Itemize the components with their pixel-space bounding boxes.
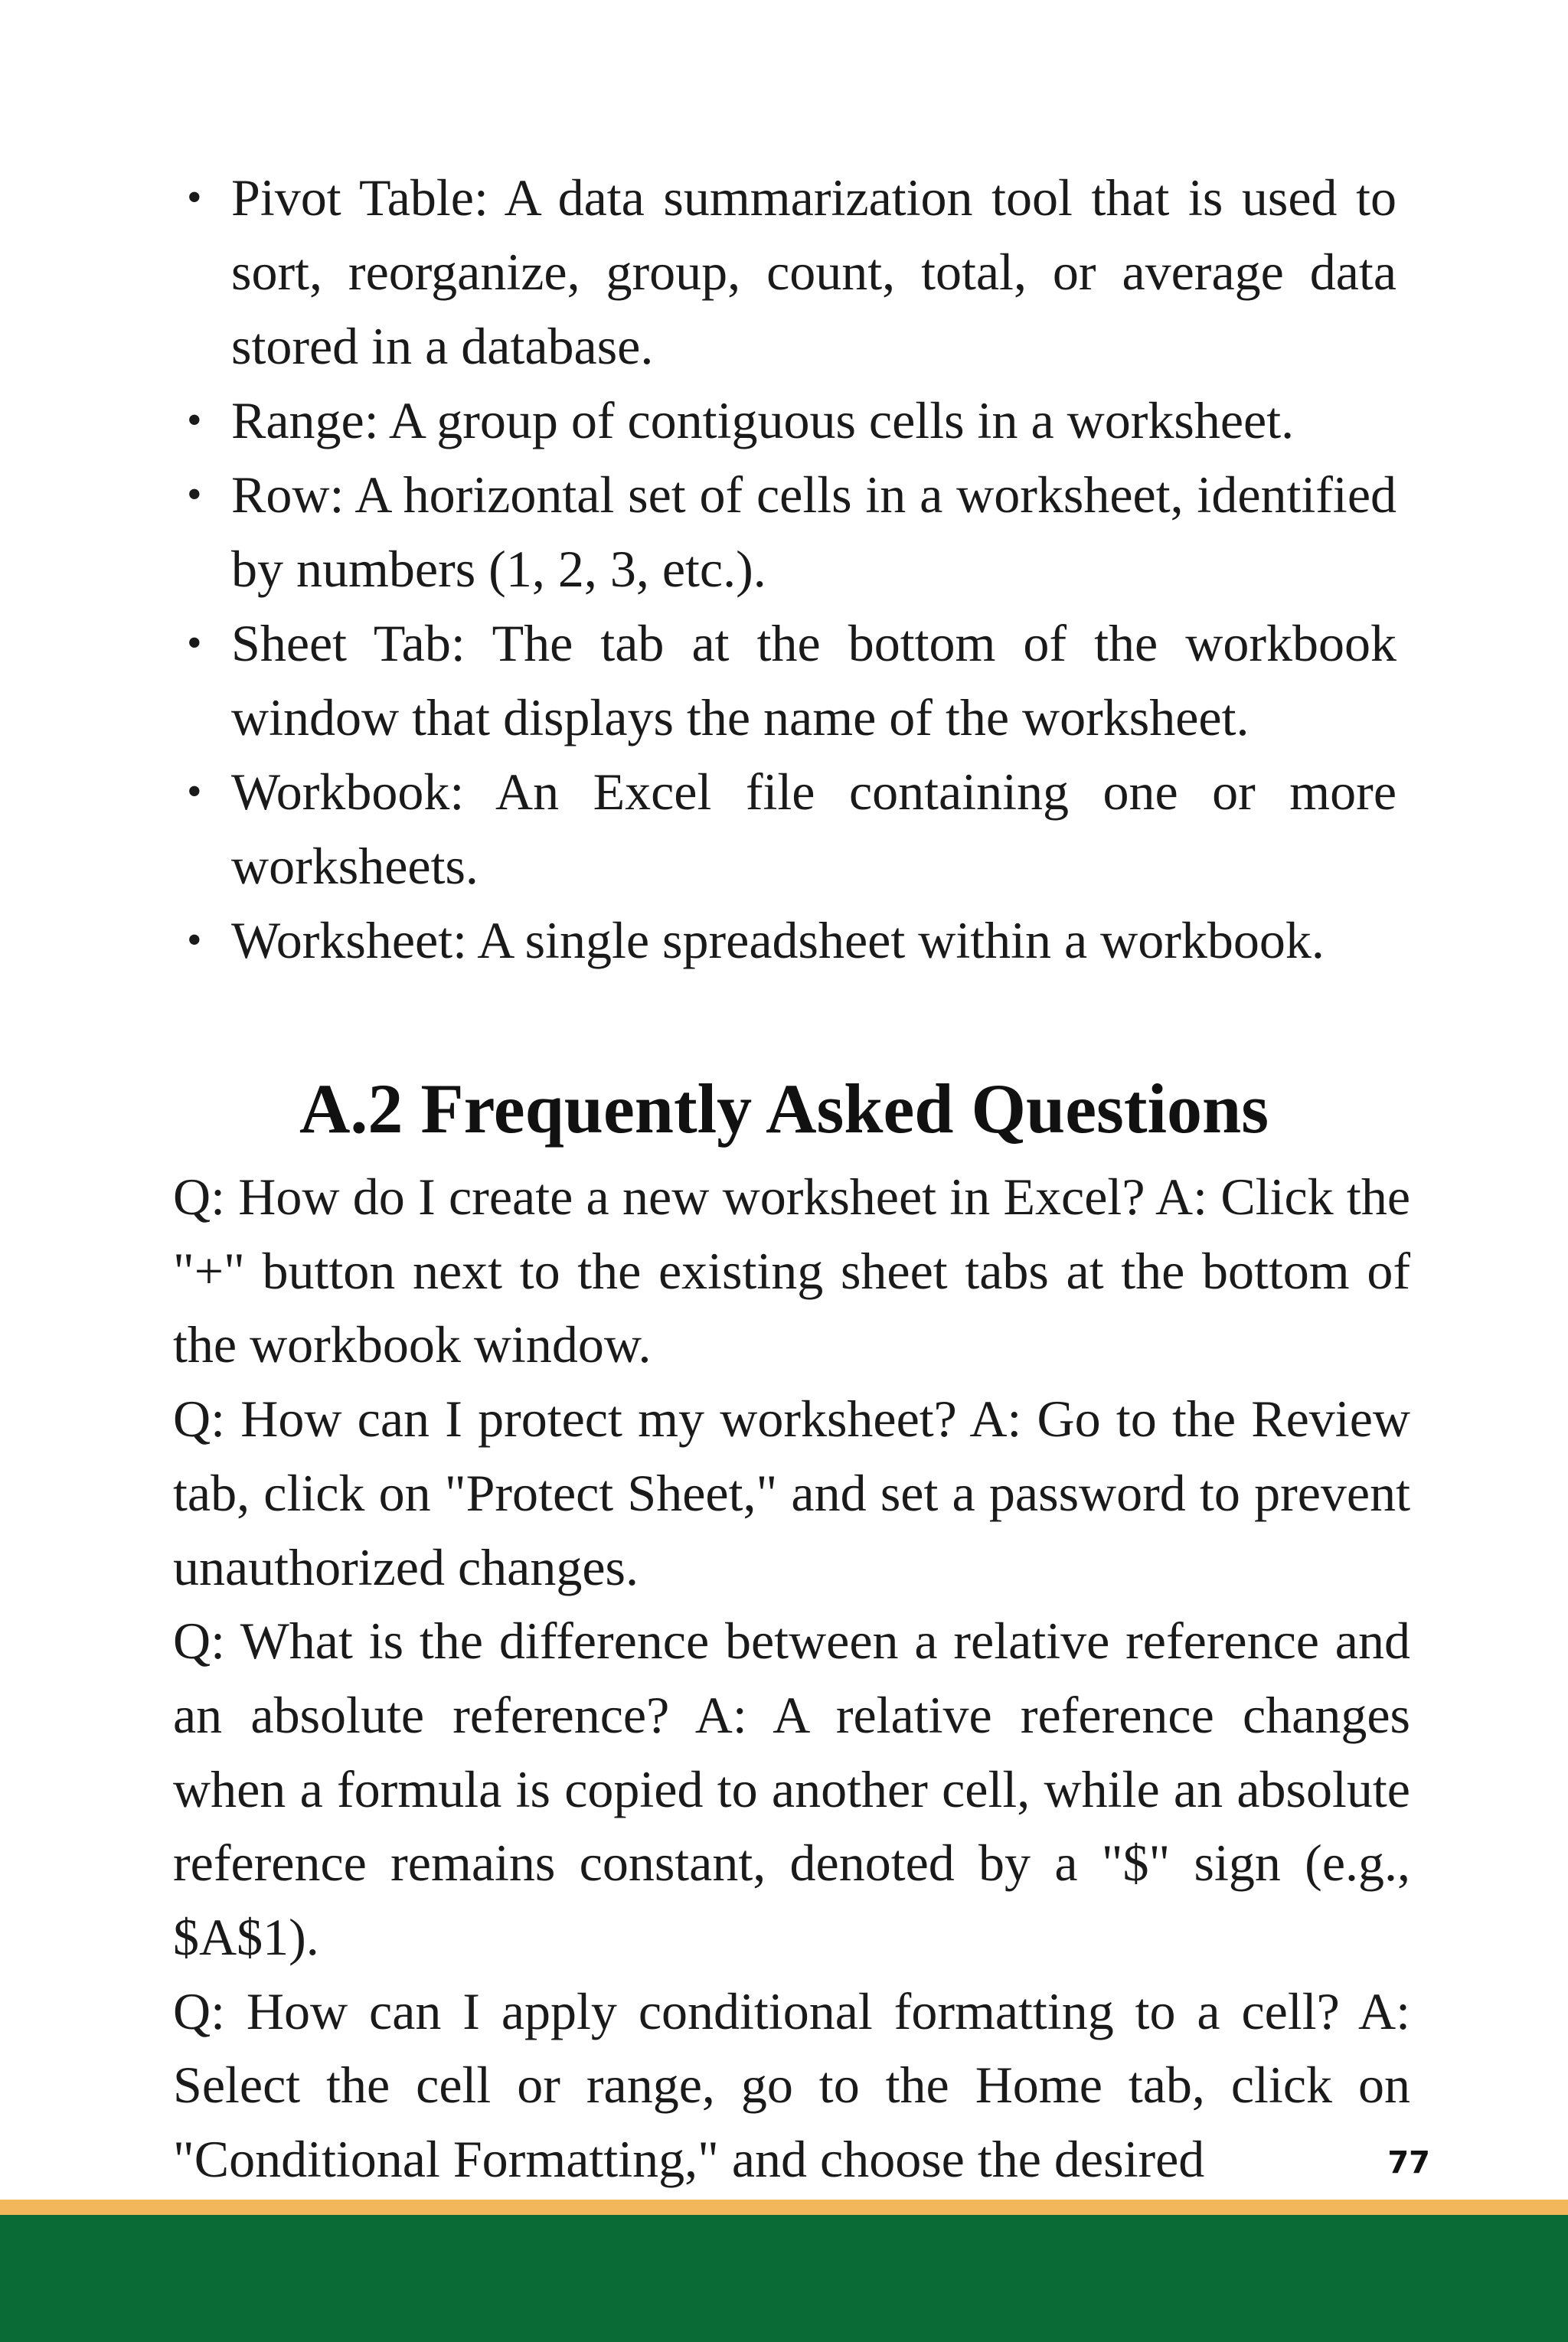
bullet-icon: • [187, 174, 202, 221]
footer-band [0, 2215, 1568, 2342]
glossary-item-text: Sheet Tab: The tab at the bottom of the workbook window that displays the name of the worksheet. [231, 614, 1396, 746]
glossary-item-text: Pivot Table: A data summarization tool that is used to sort, reorganize, group, count, total, or average data stored in a database. [231, 168, 1396, 375]
glossary-item [187, 903, 1396, 978]
glossary-item-text: Workbook: An Excel file containing one or more worksheets. [231, 763, 1396, 895]
section-heading: A.2 Frequently Asked Questions [299, 1070, 1269, 1148]
faq-paragraph: Q: How can I protect my worksheet? A: Go to the Review tab, click on "Protect Sheet," and set a password to prevent unauthorized changes. [173, 1390, 1410, 1596]
glossary-item [187, 161, 1396, 384]
glossary-item [187, 606, 1396, 755]
glossary-item-text: Row: A horizontal set of cells in a worksheet, identified by numbers (1, 2, 3, etc.). [231, 465, 1396, 598]
faq-paragraph: Q: How do I create a new worksheet in Excel? A: Click the "+" button next to the existing sheet tabs at the bottom of the workbook window. [173, 1168, 1410, 1374]
footer-accent-line [0, 2200, 1568, 2215]
bullet-icon: • [187, 768, 202, 815]
faq-paragraph: Q: What is the difference between a relative reference and an absolute reference? A: A relative reference changes when a formula is copied to another cell, while an absolute reference remains constant, denoted by a "$" sign (e.g., $A$1). [173, 1612, 1410, 1967]
glossary-list [187, 161, 1396, 978]
glossary-item-text: Worksheet: A single spreadsheet within a workbook. [231, 911, 1325, 969]
bullet-icon: • [187, 619, 202, 667]
bullet-icon: • [187, 397, 202, 444]
page-number: 77 [1387, 2145, 1430, 2180]
glossary-item-text: Range: A group of contiguous cells in a worksheet. [231, 391, 1295, 449]
faq-paragraph: Q: How can I apply conditional formatting to a cell? A: Select the cell or range, go to the Home tab, click on "Conditional Formatting," and choose the desired [173, 1981, 1410, 2189]
glossary-item [187, 384, 1396, 458]
faq-section [173, 1160, 1410, 2197]
bullet-icon: • [187, 471, 202, 518]
bullet-icon: • [187, 916, 202, 964]
glossary-item [187, 458, 1396, 606]
glossary-item [187, 755, 1396, 903]
